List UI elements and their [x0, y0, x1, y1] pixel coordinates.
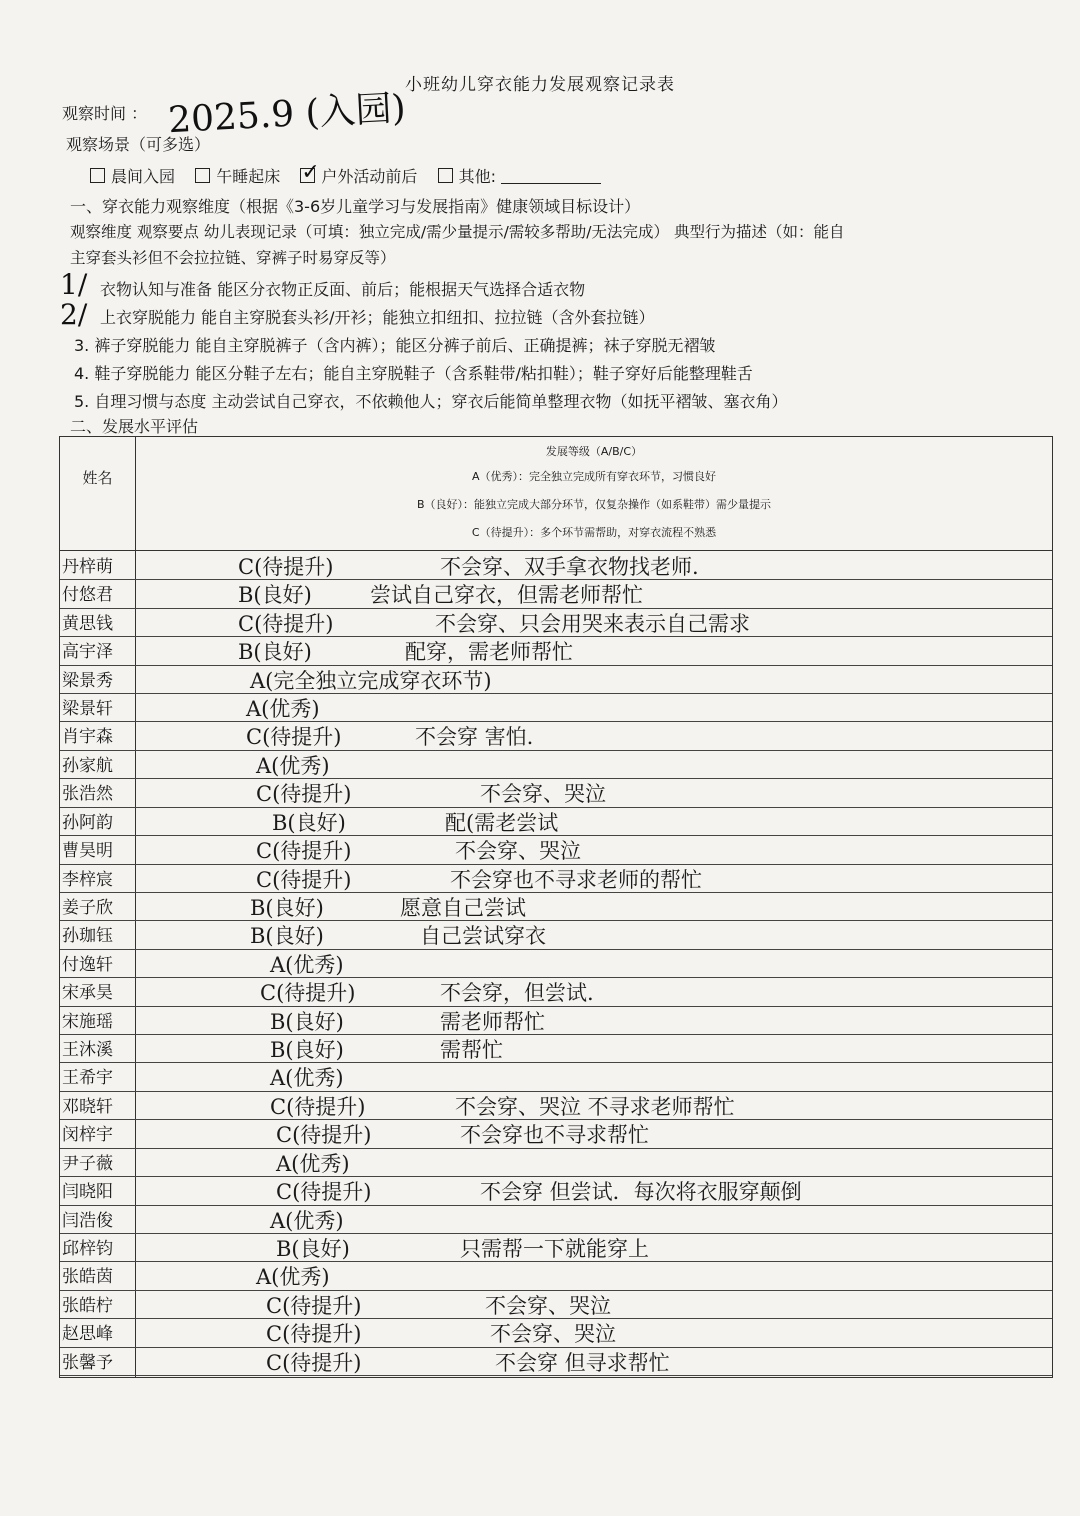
- table-row: [60, 920, 1052, 949]
- behavior-comment: 不会穿、哭泣 不寻求老师帮忙: [455, 1094, 735, 1119]
- behavior-comment: 配(需老尝试: [445, 810, 559, 835]
- student-name: 张馨予: [62, 1352, 113, 1373]
- table-row: [60, 1347, 1052, 1376]
- table-row: [60, 1062, 1052, 1091]
- section1-heading: 一、穿衣能力观察维度（根据《3-6岁儿童学习与发展指南》健康领域目标设计）: [70, 197, 641, 216]
- student-name: 邓晓轩: [62, 1096, 113, 1117]
- student-name: 孙家航: [62, 755, 113, 776]
- development-level: A(优秀): [246, 697, 320, 722]
- development-level: C(待提升): [266, 1293, 362, 1318]
- development-level: B(良好): [250, 924, 324, 949]
- table-row: [60, 636, 1052, 665]
- scene-checkbox-morning[interactable]: [90, 168, 105, 183]
- behavior-comment: 不会穿、双手拿衣物找老师.: [440, 555, 699, 579]
- development-level: A(优秀): [270, 952, 344, 977]
- student-name: 尹子薇: [62, 1153, 113, 1174]
- table-row: [60, 1318, 1052, 1347]
- student-name: 丹梓萌: [62, 557, 113, 577]
- scene-other-blank[interactable]: [501, 169, 601, 184]
- scene-option-nap: 午睡起床: [216, 167, 281, 186]
- table-header-name: 姓名: [82, 469, 113, 487]
- table-row: [60, 1091, 1052, 1120]
- handwritten-mark-2: 2/: [60, 298, 88, 331]
- development-level: A(优秀): [256, 1265, 330, 1290]
- table-row: [60, 608, 1052, 637]
- dimension-item-1: 衣物认知与准备 能区分衣物正反面、前后；能根据天气选择合适衣物: [100, 280, 586, 299]
- student-name: 宋承昊: [62, 983, 113, 1004]
- behavior-comment: 自己尝试穿衣: [420, 924, 546, 949]
- student-name: 闵梓宇: [62, 1125, 113, 1146]
- student-name: 付逸轩: [62, 954, 113, 975]
- dimension-item-2: 上衣穿脱能力 能自主穿脱套头衫/开衫；能独立扣纽扣、拉拉链（含外套拉链）: [100, 308, 655, 327]
- obs-time-value: 2025.9 (入园): [167, 87, 407, 142]
- behavior-comment: 不会穿 但尝试．每次将衣服穿颠倒: [480, 1180, 802, 1205]
- development-level: B(良好): [250, 895, 324, 920]
- table-header-grade-a: A（优秀）：完全独立完成所有穿衣环节，习惯良好: [471, 470, 717, 483]
- student-name: 曹昊明: [62, 841, 113, 862]
- table-row: [60, 1233, 1052, 1262]
- table-row: [60, 807, 1052, 836]
- table-header-grade-b: B（良好）：能独立完成大部分环节，仅复杂操作（如系鞋带）需少量提示: [416, 498, 772, 511]
- dimension-item-4: 4. 鞋子穿脱能力 能区分鞋子左右；能自主穿脱鞋子（含系鞋带/粘扣鞋）；鞋子穿好后能整理鞋舌: [74, 364, 753, 383]
- section1-columns-line1: 观察维度 观察要点 幼儿表现记录（可填：独立完成/需少量提示/需较多帮助/无法完成） 典型行为描述（如：能自: [70, 223, 845, 241]
- obs-time-label: 观察时间 ：: [62, 104, 148, 123]
- table-row: [60, 835, 1052, 864]
- table-row: [60, 579, 1052, 608]
- development-level: C(待提升): [256, 782, 352, 807]
- development-level: B(良好): [272, 810, 346, 835]
- behavior-comment: 不会穿也不寻求帮忙: [460, 1123, 649, 1148]
- table-row: [60, 693, 1052, 722]
- table-row: [60, 1119, 1052, 1148]
- assessment-table: [59, 436, 1053, 1378]
- development-level: A(优秀): [256, 753, 330, 778]
- scene-checkbox-nap[interactable]: [195, 168, 210, 183]
- table-row: [60, 778, 1052, 807]
- table-row: [60, 1261, 1052, 1290]
- development-level: A(完全独立完成穿衣环节): [250, 668, 492, 693]
- student-name: 付悠君: [62, 585, 113, 606]
- student-name: 闫浩俊: [62, 1210, 113, 1231]
- table-row: [60, 1034, 1052, 1063]
- student-name: 张浩然: [62, 784, 113, 805]
- student-name: 张皓柠: [62, 1295, 113, 1316]
- development-level: B(良好): [270, 1038, 344, 1063]
- development-level: B(良好): [270, 1009, 344, 1034]
- student-name: 孙阿韵: [62, 812, 113, 833]
- behavior-comment: 不会穿、哭泣: [485, 1293, 611, 1318]
- table-row: [60, 1205, 1052, 1234]
- section1-columns-line2: 主穿套头衫但不会拉拉链、穿裤子时易穿反等）: [70, 249, 396, 267]
- student-name: 邱梓钧: [62, 1238, 113, 1259]
- dimension-item-3: 3. 裤子穿脱能力 能自主穿脱裤子（含内裤）；能区分裤子前后、正确提裤；袜子穿脱无褶皱: [74, 336, 716, 355]
- dimension-item-5: 5. 自理习惯与态度 主动尝试自己穿衣，不依赖他人；穿衣后能简单整理衣物（如抚平褶皱、塞衣角）: [74, 392, 788, 411]
- behavior-comment: 不会穿 但寻求帮忙: [495, 1350, 670, 1375]
- table-row: [60, 665, 1052, 694]
- student-name: 赵思峰: [62, 1324, 113, 1345]
- student-name: 闫晓阳: [62, 1182, 113, 1203]
- table-row: [60, 892, 1052, 921]
- handwritten-mark-1: 1/: [60, 268, 88, 301]
- student-name: 孙珈钰: [62, 926, 113, 947]
- behavior-comment: 只需帮一下就能穿上: [460, 1236, 649, 1261]
- behavior-comment: 不会穿、哭泣: [455, 839, 581, 864]
- development-level: B(良好): [276, 1236, 350, 1261]
- scene-option-other: 其他:: [458, 167, 497, 186]
- section2-heading: 二、发展水平评估: [70, 417, 199, 436]
- behavior-comment: 不会穿、只会用哭来表示自己需求: [435, 611, 750, 636]
- student-name: 张皓茵: [62, 1267, 113, 1288]
- table-header-grade-title: 发展等级（A/B/C）: [545, 445, 643, 458]
- table-row: [60, 1290, 1052, 1319]
- scene-checkbox-outdoor[interactable]: [300, 168, 315, 183]
- scene-option-morning: 晨间入园: [111, 167, 176, 186]
- table-row: [60, 1006, 1052, 1035]
- development-level: C(待提升): [266, 1322, 362, 1347]
- development-level: C(待提升): [238, 611, 334, 636]
- scene-option-outdoor: 户外活动前后: [321, 167, 418, 186]
- table-row: [60, 977, 1052, 1006]
- student-name: 黄思钱: [62, 613, 113, 634]
- development-level: C(待提升): [270, 1094, 366, 1119]
- table-row: [60, 721, 1052, 750]
- student-name: 梁景秀: [62, 670, 113, 691]
- development-level: C(待提升): [260, 981, 356, 1006]
- development-level: A(优秀): [270, 1066, 344, 1091]
- behavior-comment: 尝试自己穿衣，但需老师帮忙: [370, 583, 643, 608]
- page-title: 小班幼儿穿衣能力发展观察记录表: [405, 75, 675, 95]
- development-level: C(待提升): [266, 1350, 362, 1375]
- development-level: C(待提升): [246, 725, 342, 750]
- student-name: 梁景轩: [62, 699, 113, 720]
- behavior-comment: 不会穿也不寻求老师的帮忙: [450, 867, 702, 892]
- student-name: 李梓宸: [62, 869, 113, 890]
- student-name: 姜子欣: [62, 897, 113, 918]
- development-level: C(待提升): [256, 839, 352, 864]
- behavior-comment: 不会穿、哭泣: [480, 782, 606, 807]
- development-level: C(待提升): [276, 1180, 372, 1205]
- behavior-comment: 不会穿、哭泣: [490, 1322, 616, 1347]
- development-level: C(待提升): [276, 1123, 372, 1148]
- student-name: 宋施瑶: [62, 1011, 113, 1032]
- student-name: 高宇泽: [62, 642, 113, 663]
- table-row: [60, 864, 1052, 893]
- development-level: B(良好): [238, 640, 312, 665]
- behavior-comment: 配穿，需老师帮忙: [405, 640, 573, 665]
- scene-label: 观察场景（可多选）: [66, 135, 211, 154]
- scene-checkbox-other[interactable]: [438, 168, 453, 183]
- table-row: [60, 949, 1052, 978]
- student-name: 王沐溪: [62, 1040, 113, 1061]
- development-level: A(优秀): [276, 1151, 350, 1176]
- behavior-comment: 不会穿 害怕.: [415, 725, 534, 750]
- behavior-comment: 愿意自己尝试: [400, 895, 526, 920]
- table-row: [60, 551, 1052, 580]
- behavior-comment: 需帮忙: [440, 1038, 503, 1063]
- student-name: 肖宇森: [62, 727, 113, 748]
- scene-options: [90, 164, 601, 187]
- behavior-comment: 需老师帮忙: [440, 1009, 545, 1034]
- development-level: C(待提升): [238, 555, 334, 579]
- development-level: B(良好): [238, 583, 312, 608]
- student-name: 王希宇: [62, 1068, 113, 1089]
- development-level: A(优秀): [270, 1208, 344, 1233]
- behavior-comment: 不会穿，但尝试.: [440, 981, 594, 1006]
- development-level: C(待提升): [256, 867, 352, 892]
- table-row: [60, 1176, 1052, 1205]
- table-header-grade-c: C（待提升）：多个环节需帮助，对穿衣流程不熟悉: [471, 526, 717, 539]
- table-row: [60, 750, 1052, 779]
- table-row: [60, 1148, 1052, 1177]
